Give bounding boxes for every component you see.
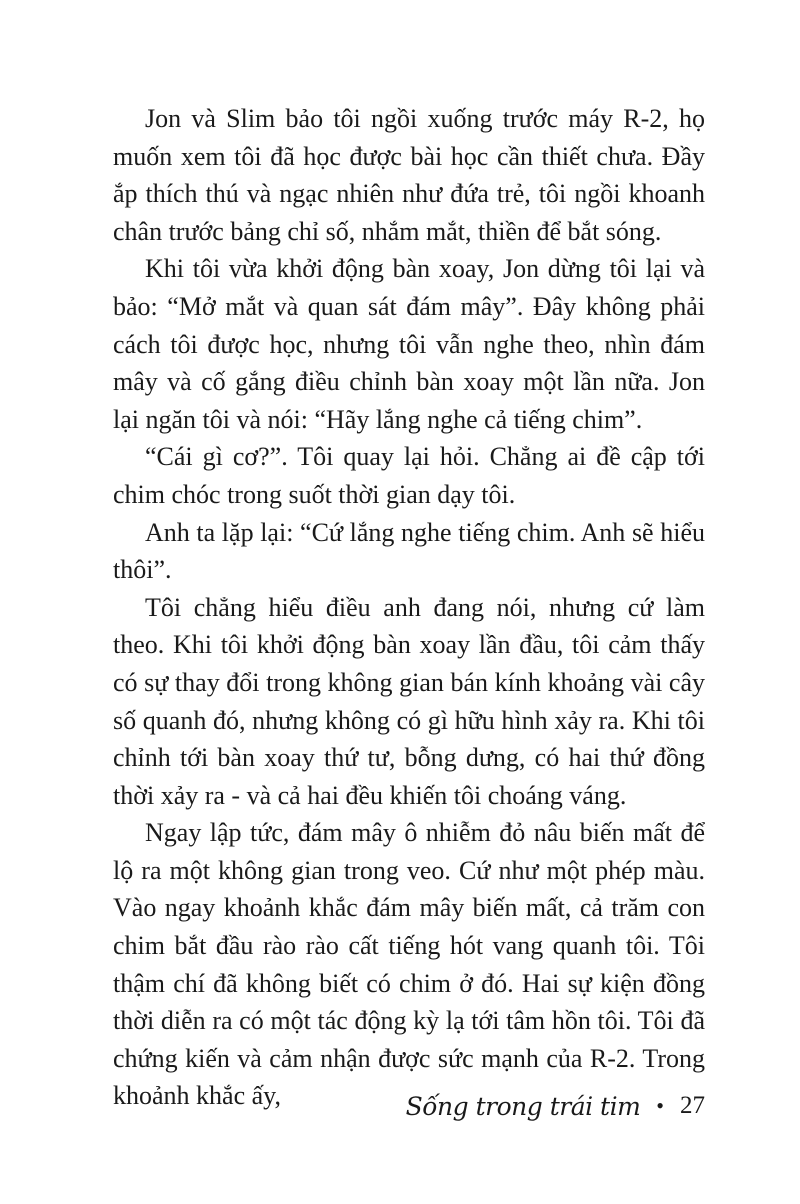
paragraph-2: Khi tôi vừa khởi động bàn xoay, Jon dừng tôi lại và bảo: “Mở mắt và quan sát đám mây”. Đây không phải cách tôi được học, nhưng tôi vẫn nghe theo, nhìn đám mây và cố gắng điều chỉnh bàn xoay một lần nữa. Jon lại ngăn tôi và nói: “Hãy lắng nghe cả tiếng chim”. bbox=[113, 254, 705, 434]
page-footer bbox=[406, 1084, 705, 1128]
paragraph-4: Anh ta lặp lại: “Cứ lắng nghe tiếng chim. Anh sẽ hiểu thôi”. bbox=[113, 517, 705, 585]
paragraph-5: Tôi chẳng hiểu điều anh đang nói, nhưng cứ làm theo. Khi tôi khởi động bàn xoay lần đầu, tôi cảm thấy có sự thay đổi trong không gian bán kính khoảng vài cây số quanh đó, nhưng không có gì hữu hình xảy ra. Khi tôi chỉnh tới bàn xoay thứ tư, bỗng dưng, có hai thứ đồng thời xảy ra - và cả hai đều khiến tôi choáng váng. bbox=[113, 592, 705, 810]
paragraph-6: Ngay lập tức, đám mây ô nhiễm đỏ nâu biến mất để lộ ra một không gian trong veo. Cứ như một phép màu. Vào ngay khoảnh khắc đám mây biến mất, cả trăm con chim bắt đầu rào rào cất tiếng hót vang quanh tôi. Tôi thậm chí đã không biết có chim ở đó. Hai sự kiện đồng thời diễn ra có một tác động kỳ lạ tới tâm hồn tôi. Tôi đã chứng kiến và cảm nhận được sức mạnh của R-2. Trong khoảnh khắc ấy, bbox=[113, 818, 705, 1111]
running-title: Sống trong trái tim bbox=[405, 1091, 641, 1121]
paragraph-3: “Cái gì cơ?”. Tôi quay lại hỏi. Chẳng ai đề cập tới chim chóc trong suốt thời gian dạy tôi. bbox=[113, 442, 705, 509]
paragraph-1: Jon và Slim bảo tôi ngồi xuống trước máy R-2, họ muốn xem tôi đã học được bài học cần thiết chưa. Đầy ắp thích thú và ngạc nhiên như đứa trẻ, tôi ngồi khoanh chân trước bảng chỉ số, nhắm mắt, thiền để bắt sóng. bbox=[113, 104, 705, 246]
page-number: 27 bbox=[680, 1092, 705, 1119]
footer-separator: • bbox=[656, 1093, 664, 1118]
body-text bbox=[113, 100, 705, 1115]
